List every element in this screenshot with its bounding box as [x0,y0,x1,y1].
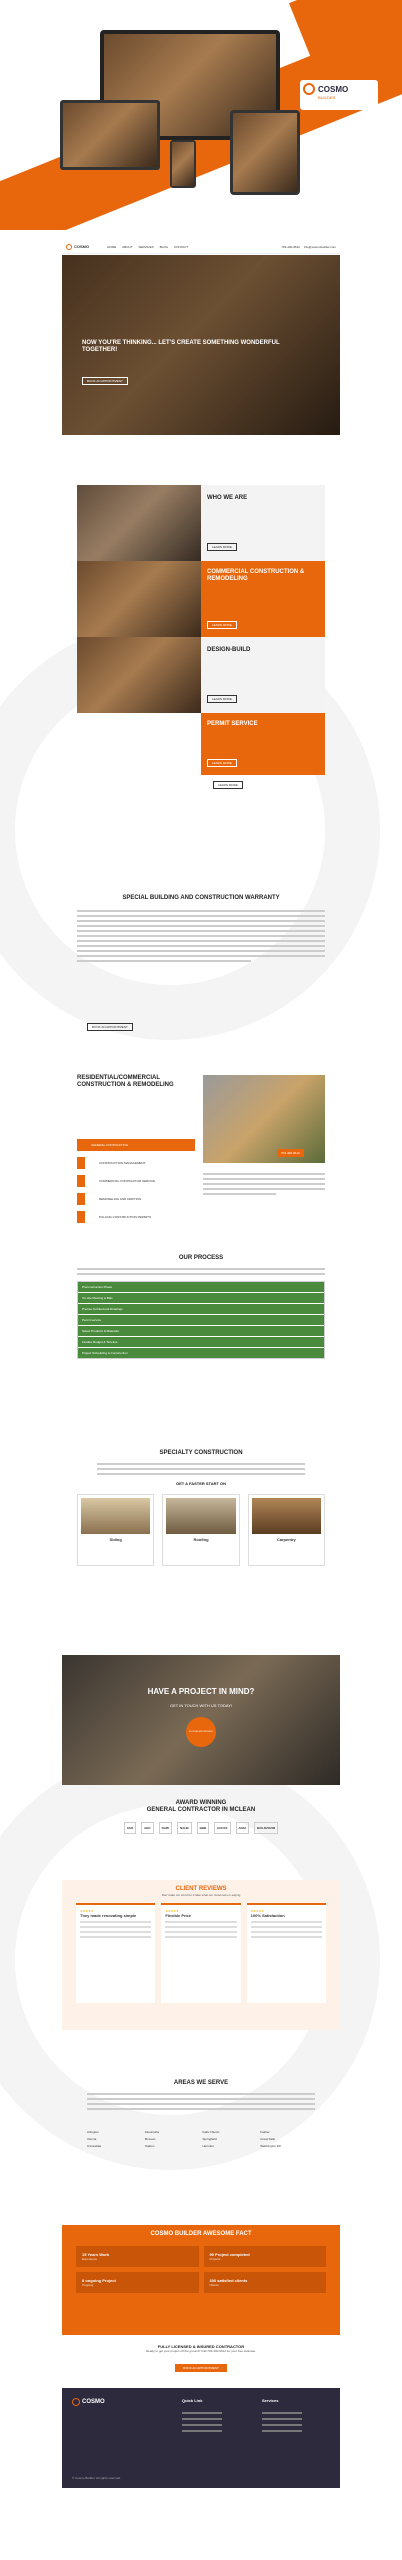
areas-section [77,2080,325,2210]
header-logo[interactable] [66,244,89,250]
residential-section [77,1075,325,1245]
logo-icon [72,2398,80,2406]
review-heading: 100% Satisfaction [250,1913,285,1918]
award-subtitle: GENERAL CONTRACTOR IN MCLEAN [146,1807,256,1813]
design-build-learn-more[interactable]: LEARN MORE [207,695,237,703]
process-title: OUR PROCESS [178,1255,224,1261]
review-cards [62,1897,340,2009]
showcase-banner [0,0,402,230]
project-cta-button[interactable] [186,1717,216,1747]
area-item: Alexandria [144,2130,159,2134]
service-title: DESIGN-BUILD [207,647,251,653]
fact-label: Ongoing [82,2283,94,2287]
fact-label: Clients [209,2283,219,2287]
footer-copyright: © Cosmo Builder. All rights reserved. [72,2476,121,2480]
warranty-book-button[interactable]: BOOK AN APPOINTMENT [87,1023,133,1031]
specialty-section [77,1450,325,1650]
nav-item-home[interactable]: HOME [107,244,117,249]
process-steps [77,1281,325,1359]
award-title: AWARD WINNING [175,1800,227,1806]
facts-grid [62,2238,340,2301]
award-section [77,1800,325,1870]
nav-item-services[interactable]: SERVICES [138,244,154,249]
services-grid [77,485,325,795]
service-title: WHO WE ARE [207,495,248,501]
star-rating-icon: ★★★★★ [250,1909,265,1913]
residential-item-remodeling[interactable]: REMODELING AND ADDITION [77,1193,195,1205]
main-nav [107,245,188,249]
review-card [247,1903,326,2003]
star-rating-icon: ★★★★★ [80,1909,94,1913]
award-logo: ANGI [236,1822,250,1834]
header-phone[interactable]: 703-400-9612 [281,244,300,249]
area-item: McLean [144,2137,156,2141]
residential-list [77,1139,195,1223]
specialty-title: SPECIALTY CONSTRUCTION [159,1450,243,1456]
logo-text: COSMO [318,84,349,94]
residential-item-commercial[interactable]: COMMERCIAL CONTRACTOR SERVICE [77,1175,195,1187]
area-item: Annandale [87,2144,102,2148]
reviews-subtitle: Don't take our word for it take what our customers is saying [161,1893,241,1897]
award-logo: BUILDZOOM [254,1822,278,1834]
facts-section [62,2225,340,2335]
fact-card [204,2272,327,2293]
award-logo: SSO [124,1822,136,1834]
area-item: Oakton [144,2144,155,2148]
footer-column-services: Services [262,2398,279,2403]
fact-label: Projects [209,2257,221,2261]
review-heading: They made renovating simple [80,1913,137,1918]
nav-item-about[interactable]: ABOUT [122,244,133,249]
hero-section [62,255,340,435]
process-step[interactable]: On-site Meeting & Bids [78,1293,324,1304]
process-step[interactable]: Precise Architectural Drawings [78,1304,324,1315]
nav-item-contact[interactable]: CONTACT [173,244,189,249]
area-item: Arlington [87,2130,99,2134]
process-step[interactable]: Finalize Budget & Timeline [78,1337,324,1348]
service-title: PERMIT SERVICE [207,721,258,727]
licensed-book-button[interactable]: BOOK AN APPOINTMENT [175,2364,227,2372]
process-step[interactable]: Select Products & Materials [78,1326,324,1337]
project-cta-button-label: BOOK AN APPOINTMENT [189,1731,213,1733]
footer-column-quick-link: Quick Link [182,2398,203,2403]
fact-value: 15 Years Work [82,2252,110,2257]
warranty-section [77,895,325,1055]
permit-learn-more[interactable]: LEARN MORE [207,759,237,767]
header-logo-text: COSMO [74,244,90,249]
service-card-commercial [201,561,325,637]
nav-item-blog[interactable]: BLOG [159,244,168,249]
specialty-card-siding[interactable] [77,1494,154,1566]
process-step[interactable]: Permit service [78,1315,324,1326]
logo-subtext: BUILDER [318,95,336,100]
award-logos [77,1822,325,1834]
services-learn-more-button[interactable]: LEARN MORE [213,781,243,789]
header-email[interactable]: info@cosmobuilder.com [303,244,336,249]
service-title: COMMERCIAL CONSTRUCTION & REMODELING [207,569,305,582]
logo-icon [66,244,72,250]
specialty-card-roofing[interactable] [162,1494,239,1566]
site-footer [62,2388,340,2488]
service-image-1 [77,485,201,561]
commercial-learn-more[interactable]: LEARN MORE [207,621,237,629]
specialty-card-title: Carpentry [276,1537,296,1542]
phone-mockup [170,140,196,188]
process-step[interactable]: Preconstruction Phase [78,1282,324,1293]
residential-item-permits[interactable]: PULLING CONSTRUCTION PERMITS [77,1211,195,1223]
facts-title: COSMO BUILDER AWESOME FACT [150,2231,252,2237]
reviews-title: CLIENT REVIEWS [175,1886,227,1892]
specialty-card-carpentry[interactable] [248,1494,325,1566]
area-item: Falls Church [202,2130,220,2134]
fact-value: 90 Project completed [209,2252,250,2257]
review-card [161,1903,240,2003]
areas-list [87,2130,315,2148]
footer-logo[interactable] [72,2398,105,2406]
area-item: Washington DC [260,2144,282,2148]
area-item: Fairfax [260,2130,270,2134]
site-header [62,240,340,254]
service-card-permit [201,713,325,775]
warranty-title: SPECIAL BUILDING AND CONSTRUCTION WARRANTY [122,895,280,901]
fact-card [204,2246,327,2267]
specialty-cards [77,1494,325,1566]
award-logo: BBB [197,1822,210,1834]
logo-icon [303,83,315,95]
review-heading: Flexible Price [165,1913,192,1918]
project-cta-section [62,1655,340,1785]
specialty-card-title: Roofing [193,1537,209,1542]
award-logo: HOUZZ [214,1822,230,1834]
warranty-text-block [77,910,325,962]
licensed-text: Ready to get your project off the ground? Call 703-400-9612 for your free estimate. [145,2349,256,2353]
logo-badge [300,80,378,110]
project-cta-subtitle: GET IN TOUCH WITH US TODAY! [169,1703,232,1708]
award-logo: NAHB [177,1822,192,1834]
areas-title: AREAS WE SERVE [173,2080,229,2086]
award-logo: ABC [141,1822,154,1834]
residential-text [203,1170,325,1198]
residential-photo [203,1075,325,1163]
residential-title: RESIDENTIAL/COMMERCIAL CONSTRUCTION & REMODELING [77,1075,174,1088]
project-cta-title: HAVE A PROJECT IN MIND? [147,1687,255,1696]
process-step[interactable]: Project Scheduling & Construction [78,1348,324,1358]
hero-book-button[interactable]: BOOK AN APPOINTMENT [82,377,128,385]
fact-value: 8 ongoing Project [82,2278,116,2283]
fact-label: Experience [82,2257,98,2261]
licensed-title: FULLY LICENSED & INSURED CONTRACTOR [157,2344,245,2349]
review-card [76,1903,155,2003]
area-item: Great Falls [260,2137,275,2141]
who-we-are-learn-more[interactable]: LEARN MORE [207,543,237,551]
area-item: Herndon [202,2144,215,2148]
fact-card [76,2272,199,2293]
residential-item-management[interactable]: CONSTRUCTION MANAGEMENT [77,1157,195,1169]
licensed-section [62,2340,340,2385]
specialty-subtitle: GET A FASTER START ON [175,1481,227,1486]
residential-phone-badge[interactable]: 703-400-9612 [277,1149,304,1157]
star-rating-icon: ★★★★★ [165,1909,179,1913]
area-item: Vienna [87,2137,97,2141]
laptop-mockup [60,100,160,170]
residential-item-general[interactable]: GENERAL CONTRACTING [77,1139,195,1151]
tablet-mockup [230,110,300,195]
fact-value: 300 satisfied clients [209,2278,248,2283]
service-image-2 [77,561,201,637]
specialty-card-title: Siding [109,1537,122,1542]
award-logo: NARI [159,1822,172,1834]
fact-card [76,2246,199,2267]
reviews-section [62,1880,340,2030]
service-card-design-build [201,637,325,713]
process-section [77,1255,325,1445]
service-image-3 [77,637,201,713]
footer-logo-text: COSMO [82,2398,105,2405]
service-card-who-we-are [201,485,325,561]
area-item: Springfield [202,2137,217,2141]
hero-title: NOW YOU'RE THINKING... LET'S CREATE SOMETHING WONDERFUL TOGETHER! [82,340,280,353]
